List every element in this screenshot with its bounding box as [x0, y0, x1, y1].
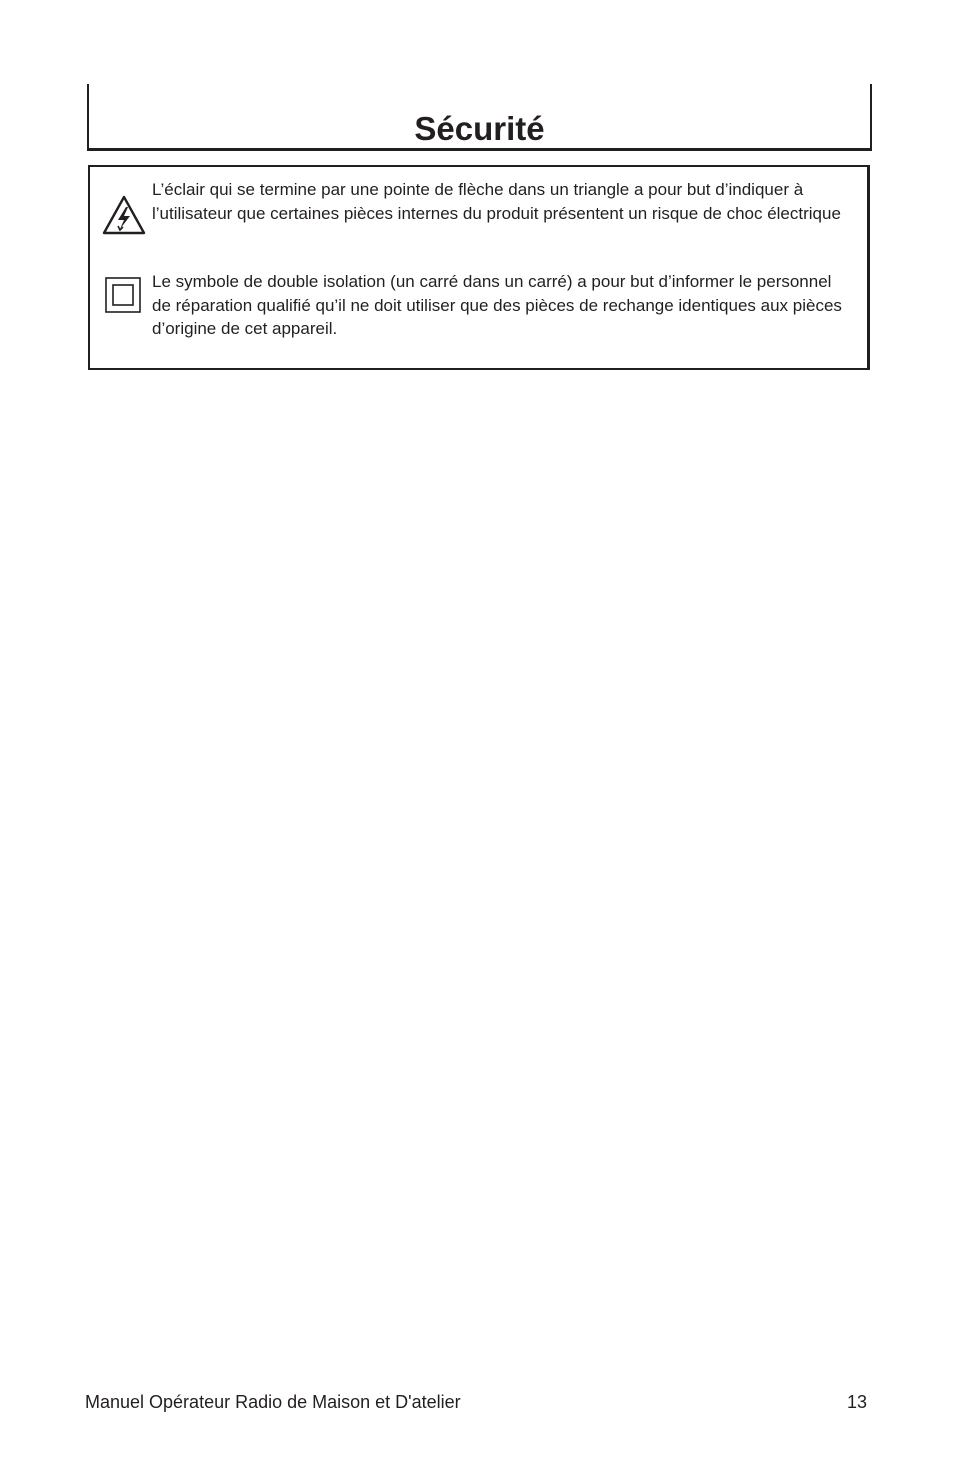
safety-note-text: L’éclair qui se termine par une pointe de flèche dans un triangle a pour but d’indiquer à l’utilisateur que certaines pièces internes du produit présentent un risque de choc électrique [152, 180, 841, 223]
safety-symbols-box [88, 165, 870, 370]
footer-manual-title: Manuel Opérateur Radio de Maison et D'atelier [85, 1392, 461, 1412]
page-title-frame [87, 84, 872, 151]
safety-note-text: Le symbole de double isolation (un carré dans un carré) a pour but d’informer le personnel de réparation qualifié qu’il ne doit utiliser que des pièces de rechange identiques aux pièces d’origine de cet appareil. [152, 272, 842, 338]
double-square-icon [102, 275, 142, 318]
lightning-triangle-icon [102, 195, 146, 240]
page-number: 13 [846, 1392, 867, 1412]
page-title: Sécurité [414, 110, 545, 147]
